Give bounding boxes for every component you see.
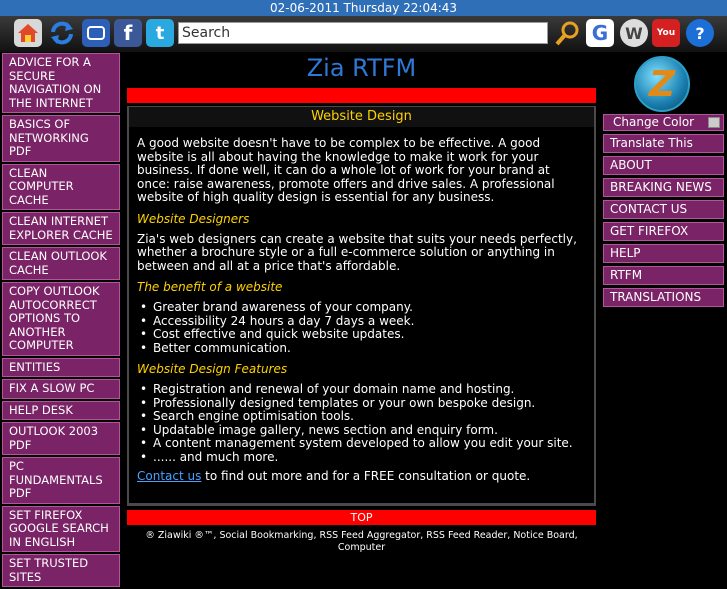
nav-item-breaking-news[interactable]: BREAKING NEWS <box>603 178 724 197</box>
list-item: • Cost effective and quick website updates. <box>137 328 586 342</box>
myspace-icon[interactable] <box>82 19 110 47</box>
nav-item-help[interactable]: HELP <box>603 244 724 263</box>
list-item: • Registration and renewal of your domain name and hosting. <box>137 383 586 397</box>
search-input[interactable]: Search <box>178 22 548 44</box>
benefits-list <box>137 301 586 355</box>
nav-item-contact-us[interactable]: CONTACT US <box>603 200 724 219</box>
contact-us-link[interactable]: Contact us <box>137 469 202 484</box>
nav-item-translations[interactable]: TRANSLATIONS <box>603 288 724 307</box>
content-panel <box>127 106 596 506</box>
nav-item-fix-slow-pc[interactable]: FIX A SLOW PC <box>2 379 120 399</box>
list-item: • Professionally designed templates or your own bespoke design. <box>137 397 586 411</box>
subheading-designers: Website Designers <box>137 211 250 226</box>
toolbar <box>0 16 727 52</box>
google-icon[interactable]: G <box>586 19 614 47</box>
nav-item-rtfm[interactable]: RTFM <box>603 266 724 285</box>
list-item: • Greater brand awareness of your company. <box>137 301 586 315</box>
list-item: • A content management system developed to allow you edit your site. <box>137 437 586 451</box>
change-color-button[interactable] <box>603 114 724 131</box>
nav-item-clean-outlook-cache[interactable]: CLEAN OUTLOOK CACHE <box>2 247 120 280</box>
panel-heading: Website Design <box>129 107 594 127</box>
contact-line <box>137 470 586 484</box>
help-icon[interactable]: ? <box>686 19 714 47</box>
designers-paragraph: Zia's web designers can create a website that suits your needs perfectly, whether a brochure style or a full e-commerce solution or anything in between and all at a price that's affordable. <box>137 231 577 273</box>
nav-item-networking-pdf[interactable]: BASICS OF NETWORKING PDF <box>2 115 120 162</box>
panel-body <box>129 127 594 503</box>
top-link[interactable]: TOP <box>127 510 596 525</box>
nav-item-translate[interactable]: Translate This <box>603 134 724 153</box>
subheading-benefits: The benefit of a website <box>137 280 283 295</box>
nav-item-trusted-sites[interactable]: SET TRUSTED SITES <box>2 554 120 587</box>
list-item: • Search engine optimisation tools. <box>137 410 586 424</box>
nav-item-help-desk[interactable]: HELP DESK <box>2 401 120 421</box>
list-item: • Better communication. <box>137 342 586 356</box>
site-title: Zia RTFM <box>306 54 417 82</box>
list-item: • Updatable image gallery, news section and enquiry form. <box>137 424 586 438</box>
nav-item-secure-navigation[interactable]: ADVICE FOR A SECURE NAVIGATION ON THE INTERNET <box>2 53 120 113</box>
list-item: • ...... and much more. <box>137 451 586 465</box>
twitter-icon[interactable]: t <box>146 19 174 47</box>
nav-item-about[interactable]: ABOUT <box>603 156 724 175</box>
right-nav <box>603 114 724 310</box>
nav-item-get-firefox[interactable]: GET FIREFOX <box>603 222 724 241</box>
nav-item-clean-ie-cache[interactable]: CLEAN INTERNET EXPLORER CACHE <box>2 212 120 245</box>
footer-text: ® Ziawiki ®™, Social Bookmarking, RSS Feed Aggregator, RSS Feed Reader, Notice Board, Computer <box>145 530 578 553</box>
subheading-features: Website Design Features <box>137 362 288 377</box>
change-color-label: Change Color <box>613 115 695 129</box>
red-divider <box>127 88 596 103</box>
nav-item-clean-computer-cache[interactable]: CLEAN COMPUTER CACHE <box>2 164 120 211</box>
wikipedia-icon[interactable]: W <box>620 19 648 47</box>
nav-item-copy-autocorrect[interactable]: COPY OUTLOOK AUTOCORRECT OPTIONS TO ANOTHER COMPUTER <box>2 282 120 356</box>
nav-item-entities[interactable]: ENTITIES <box>2 358 120 378</box>
refresh-icon[interactable] <box>48 19 76 47</box>
youtube-icon[interactable]: You <box>652 19 680 47</box>
color-swatch-icon <box>708 117 720 128</box>
site-logo[interactable]: Z <box>634 56 690 112</box>
features-list <box>137 383 586 465</box>
intro-paragraph: A good website doesn't have to be complex to be effective. A good website is all about having the knowledge to make it work for your business. If done well, it can do a whole lot of work for your brand at once: raise awareness, promote offers and drive sales. A professional website of high quality design is essential for any business. <box>137 136 555 205</box>
nav-item-firefox-google-search[interactable]: SET FIREFOX GOOGLE SEARCH IN ENGLISH <box>2 506 120 553</box>
list-item: • Accessibility 24 hours a day 7 days a week. <box>137 315 586 329</box>
date-time-bar: 02-06-2011 Thursday 22:04:43 <box>0 0 727 16</box>
home-icon[interactable] <box>14 19 42 47</box>
left-nav <box>0 53 122 589</box>
nav-item-pc-fundamentals[interactable]: PC FUNDAMENTALS PDF <box>2 457 120 504</box>
facebook-icon[interactable]: f <box>114 19 142 47</box>
nav-item-outlook-2003-pdf[interactable]: OUTLOOK 2003 PDF <box>2 422 120 455</box>
contact-text: to find out more and for a FREE consultation or quote. <box>201 469 531 484</box>
search-icon[interactable] <box>553 19 581 47</box>
